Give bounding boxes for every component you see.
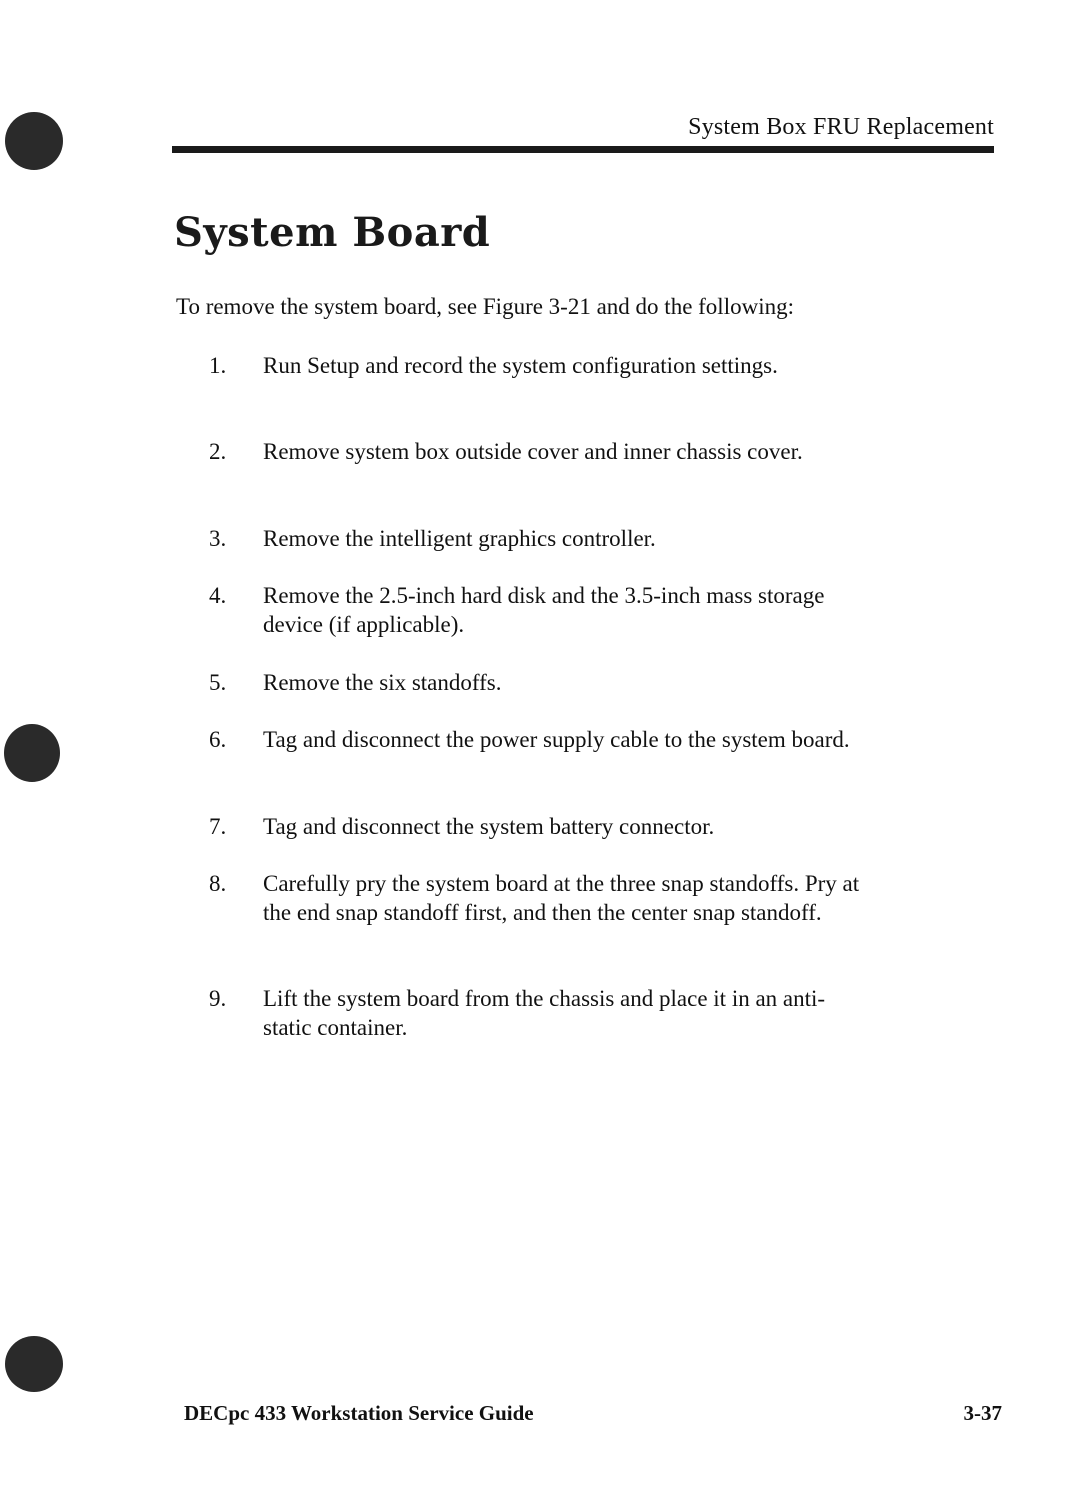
- step-text: Remove the six standoffs.: [263, 670, 502, 695]
- step-number: 7.: [209, 814, 227, 839]
- running-header: System Box FRU Replacement: [688, 114, 994, 140]
- step-text: Lift the system board from the chassis and place it in an anti-static container.: [263, 986, 826, 1040]
- step-text: Run Setup and record the system configuration settings.: [263, 353, 778, 378]
- step-text: Remove the 2.5-inch hard disk and the 3.5-inch mass storage device (if applicable).: [263, 583, 825, 637]
- step-number: 1.: [209, 353, 227, 378]
- intro-paragraph: To remove the system board, see Figure 3-21 and do the following:: [176, 294, 794, 319]
- step-number: 2.: [209, 439, 227, 464]
- step-number: 6.: [209, 727, 227, 752]
- step-text: Remove the intelligent graphics controller.: [263, 526, 656, 551]
- step-text: Remove system box outside cover and inner chassis cover.: [263, 439, 803, 464]
- step-number: 8.: [209, 871, 227, 896]
- footer-page-number: 3-37: [963, 1401, 1002, 1425]
- footer-book-title: DECpc 433 Workstation Service Guide: [184, 1401, 534, 1425]
- step-number: 5.: [209, 670, 227, 695]
- section-title: System Board: [174, 209, 491, 256]
- step-number: 9.: [209, 986, 227, 1011]
- step-number: 3.: [209, 526, 227, 551]
- step-text: Carefully pry the system board at the three snap standoffs. Pry at the end snap standoff first, and then the center snap standoff.: [263, 871, 860, 925]
- step-text: Tag and disconnect the system battery connector.: [263, 814, 715, 839]
- step-number: 4.: [209, 583, 227, 608]
- step-text: Tag and disconnect the power supply cable to the system board.: [263, 727, 850, 752]
